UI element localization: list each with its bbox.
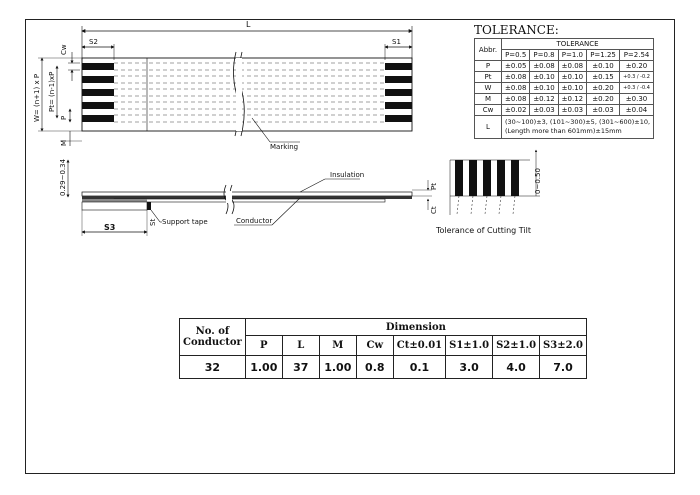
tol-row-Pt	[475, 72, 654, 83]
dim-cell: 3.0	[446, 356, 493, 379]
tol-col: P=0.5	[502, 50, 530, 61]
tol-cell: ±0.04	[619, 105, 653, 116]
label-P: P	[60, 115, 68, 120]
label-marking: Marking	[270, 143, 299, 151]
tolerance-title: TOLERANCE:	[474, 23, 559, 37]
dim-col: Cw	[356, 336, 393, 356]
dim-col: S1±1.0	[446, 336, 493, 356]
tol-row-Cw	[475, 105, 654, 116]
dim-col: P	[245, 336, 282, 356]
label-cut-tilt-title: Tolerance of Cutting Tilt	[436, 226, 532, 235]
tol-cell: ±0.08	[502, 72, 530, 83]
label-St: St	[149, 218, 157, 226]
label-S2: S2	[89, 38, 98, 46]
dim-col: S2±1.0	[493, 336, 540, 356]
label-S3: S3	[104, 223, 116, 232]
tol-cell: ±0.02	[502, 105, 530, 116]
tol-abbr: P	[475, 61, 502, 72]
tol-cell: ±0.03	[558, 105, 586, 116]
tol-group-header: TOLERANCE	[502, 39, 654, 50]
label-support-tape: Support tape	[162, 218, 208, 226]
tolerance-table	[474, 38, 654, 139]
tol-cell: ±0.12	[530, 94, 558, 105]
cutting-tilt-view	[435, 150, 542, 235]
tol-abbr: L	[475, 116, 502, 139]
dim-cell: 7.0	[540, 356, 587, 379]
label-insulation: Insulation	[330, 171, 365, 179]
label-conductor: Conductor	[236, 217, 273, 225]
label-Pt-side: Pt	[430, 183, 438, 190]
tol-abbr-header: Abbr.	[475, 39, 502, 61]
tol-l-line1: (30~100)±3, (101~300)±5, (301~600)±10,	[505, 118, 651, 126]
label-S1: S1	[392, 38, 401, 46]
tol-cell: ±0.08	[502, 83, 530, 94]
dim-col: Ct±0.01	[393, 336, 445, 356]
dim-cell: 37	[282, 356, 319, 379]
tol-cell: ±0.03	[530, 105, 558, 116]
tol-cell: +0.3 / -0.2	[619, 72, 653, 83]
label-Pt-formula: Pt= (n-1)xP	[48, 71, 56, 112]
tol-cell: ±0.10	[558, 83, 586, 94]
tol-row-W	[475, 83, 654, 94]
label-thickness: 0.29~0.34	[59, 158, 67, 196]
dim-dimension-header: Dimension	[245, 319, 586, 336]
tol-abbr: M	[475, 94, 502, 105]
tol-col: P=2.54	[619, 50, 653, 61]
tol-cell: ±0.10	[558, 72, 586, 83]
dim-no-of-conductor: No. of Conductor	[180, 319, 246, 356]
label-W-formula: W= (n+1) x P	[33, 73, 41, 122]
dim-col: L	[282, 336, 319, 356]
tol-l-cell	[502, 116, 654, 139]
tol-row-L	[475, 116, 654, 139]
tol-abbr: Cw	[475, 105, 502, 116]
dim-col: M	[319, 336, 356, 356]
dim-row	[180, 356, 587, 379]
tol-cell: ±0.10	[587, 61, 620, 72]
tol-cell: ±0.05	[502, 61, 530, 72]
tol-col: P=0.8	[530, 50, 558, 61]
tol-cell: ±0.10	[530, 72, 558, 83]
dim-col: S3±2.0	[540, 336, 587, 356]
tol-cell: ±0.12	[558, 94, 586, 105]
tol-cell: +0.3 / -0.4	[619, 83, 653, 94]
tol-col: P=1.25	[587, 50, 620, 61]
dim-cell: 0.8	[356, 356, 393, 379]
tol-cell: ±0.15	[587, 72, 620, 83]
tol-cell: ±0.20	[587, 83, 620, 94]
dim-cell-n: 32	[180, 356, 246, 379]
label-tilt-value: 0~0.50	[534, 168, 542, 194]
dim-cell: 1.00	[319, 356, 356, 379]
tol-cell: ±0.08	[558, 61, 586, 72]
label-L: L	[246, 20, 251, 29]
tol-col: P=1.0	[558, 50, 586, 61]
tol-l-line2: (Length more than 601mm)±15mm	[505, 127, 622, 135]
top-view	[33, 20, 412, 151]
tol-cell: ±0.03	[587, 105, 620, 116]
tol-cell: ±0.10	[530, 83, 558, 94]
tol-abbr: W	[475, 83, 502, 94]
label-M: M	[60, 139, 68, 146]
label-Ct: Ct	[430, 206, 438, 214]
dim-cell: 0.1	[393, 356, 445, 379]
dim-cell: 4.0	[493, 356, 540, 379]
tol-row-M	[475, 94, 654, 105]
tol-cell: ±0.20	[619, 61, 653, 72]
tol-abbr: Pt	[475, 72, 502, 83]
tol-cell: ±0.08	[502, 94, 530, 105]
tol-cell: ±0.30	[619, 94, 653, 105]
tol-cell: ±0.08	[530, 61, 558, 72]
side-view	[59, 158, 438, 236]
label-Cw: Cw	[60, 44, 68, 55]
dimension-table	[179, 318, 587, 379]
tol-cell: ±0.20	[587, 94, 620, 105]
dim-cell: 1.00	[245, 356, 282, 379]
tol-row-P	[475, 61, 654, 72]
